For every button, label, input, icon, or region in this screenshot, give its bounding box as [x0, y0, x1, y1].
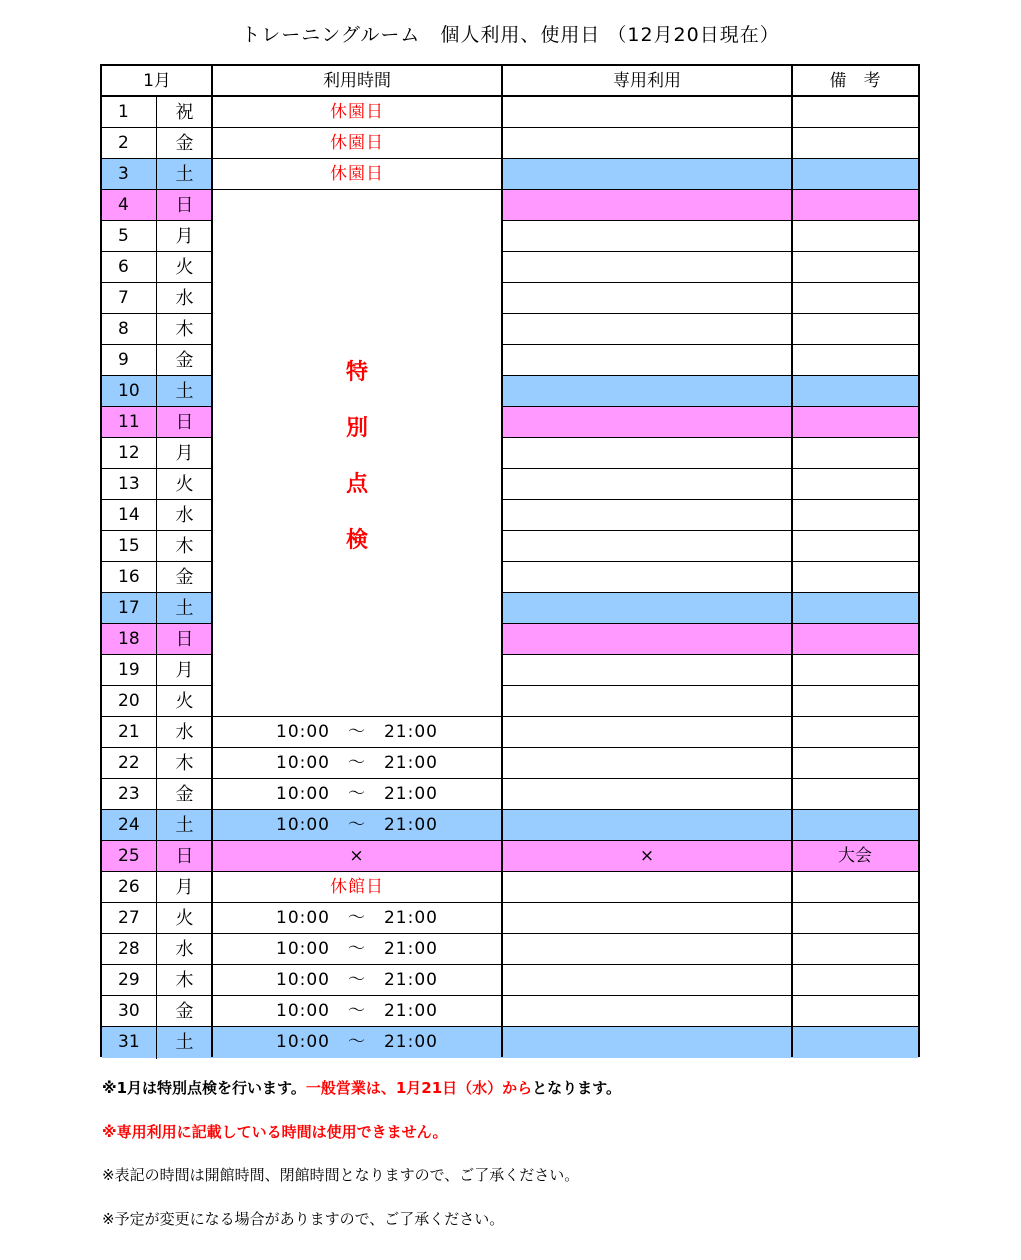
usage-time-cell: 10:00 ～ 21:00 — [276, 1001, 438, 1021]
remarks-cell — [792, 500, 918, 531]
remarks-cell — [792, 376, 918, 407]
table-row — [102, 748, 918, 779]
table-row — [102, 965, 918, 996]
day-cell: 24 — [118, 815, 140, 835]
table-row — [102, 810, 918, 841]
weekday-cell: 金 — [175, 1001, 194, 1022]
weekday-cell: 日 — [175, 412, 194, 433]
divider-time — [501, 66, 503, 1057]
special-inspection-char: 点 — [345, 472, 368, 497]
weekday-cell: 月 — [175, 660, 194, 681]
remarks-cell — [792, 686, 918, 717]
day-cell: 10 — [118, 381, 140, 401]
footnote-1 — [102, 1077, 621, 1098]
day-cell: 19 — [118, 660, 140, 680]
table-row — [102, 996, 918, 1027]
header-month: 1月 — [143, 71, 171, 91]
day-cell: 1 — [118, 102, 129, 122]
remarks-cell — [792, 407, 918, 438]
table-row — [102, 97, 918, 128]
weekday-cell: 月 — [175, 226, 194, 247]
remarks-cell — [792, 1027, 918, 1058]
day-cell: 2 — [118, 133, 129, 153]
exclusive-use-cell — [502, 438, 792, 469]
usage-time-cell: 10:00 ～ 21:00 — [276, 939, 438, 959]
remarks-cell — [792, 531, 918, 562]
day-cell: 16 — [118, 567, 140, 587]
weekday-cell: 水 — [175, 722, 194, 743]
exclusive-use-cell — [502, 128, 792, 159]
weekday-cell: 金 — [175, 567, 194, 588]
day-cell: 27 — [118, 908, 140, 928]
exclusive-use-cell — [502, 996, 792, 1027]
weekday-cell: 土 — [175, 164, 194, 185]
usage-time-cell: 休園日 — [212, 128, 502, 159]
weekday-cell: 月 — [175, 443, 194, 464]
footnote-1-lead: ※1月は特別点検を行います。 — [102, 1079, 306, 1097]
weekday-cell: 日 — [175, 629, 194, 650]
special-inspection-cell — [212, 190, 502, 716]
exclusive-use-cell — [502, 1027, 792, 1058]
weekday-cell: 木 — [175, 536, 194, 557]
usage-time-cell: 休館日 — [212, 872, 502, 903]
exclusive-use-cell — [502, 748, 792, 779]
table-row — [102, 872, 918, 903]
remarks-cell — [792, 252, 918, 283]
weekday-cell: 木 — [175, 753, 194, 774]
exclusive-use-cell — [502, 624, 792, 655]
weekday-cell: 火 — [175, 691, 194, 712]
usage-time-cell: 10:00 ～ 21:00 — [276, 784, 438, 804]
remarks-cell — [792, 779, 918, 810]
remarks-cell — [792, 562, 918, 593]
footnote-1-highlight: 一般営業は、1月21日（水）から — [305, 1079, 533, 1097]
remarks-cell — [792, 996, 918, 1027]
exclusive-use-cell — [502, 314, 792, 345]
usage-time-cell: 休園日 — [212, 97, 502, 128]
usage-time-cell: × — [349, 846, 365, 866]
weekday-cell: 土 — [175, 381, 194, 402]
weekday-cell: 金 — [175, 784, 194, 805]
exclusive-use-cell — [502, 686, 792, 717]
day-cell: 15 — [118, 536, 140, 556]
day-cell: 14 — [118, 505, 140, 525]
weekday-cell: 木 — [175, 319, 194, 340]
day-cell: 6 — [118, 257, 129, 277]
day-cell: 20 — [118, 691, 140, 711]
special-inspection-char: 検 — [345, 528, 368, 553]
header-remarks: 備 考 — [829, 71, 881, 91]
weekday-cell: 水 — [175, 939, 194, 960]
usage-time-cell: 10:00 ～ 21:00 — [276, 815, 438, 835]
day-cell: 4 — [118, 195, 129, 215]
remarks-cell — [792, 159, 918, 190]
exclusive-use-cell — [502, 872, 792, 903]
weekday-cell: 水 — [175, 288, 194, 309]
table-row — [102, 903, 918, 934]
exclusive-use-cell — [502, 283, 792, 314]
divider-exclusive — [791, 66, 793, 1057]
footnote-4: ※予定が変更になる場合がありますので、ご了承ください。 — [102, 1210, 505, 1228]
day-cell: 9 — [118, 350, 129, 370]
exclusive-use-cell — [502, 593, 792, 624]
usage-time-cell: 10:00 ～ 21:00 — [276, 722, 438, 742]
day-cell: 28 — [118, 939, 140, 959]
remarks-cell — [792, 810, 918, 841]
exclusive-use-cell — [502, 190, 792, 221]
weekday-cell: 水 — [175, 505, 194, 526]
remarks-cell — [792, 903, 918, 934]
table-row — [102, 934, 918, 965]
exclusive-use-cell — [502, 97, 792, 128]
weekday-cell: 日 — [175, 195, 194, 216]
remarks-cell — [792, 748, 918, 779]
special-inspection-char: 特 — [345, 360, 368, 385]
usage-time-cell: 休園日 — [212, 159, 502, 190]
usage-time-cell: 10:00 ～ 21:00 — [276, 970, 438, 990]
weekday-cell: 火 — [175, 474, 194, 495]
exclusive-use-cell — [502, 810, 792, 841]
footnote-1-tail: となります。 — [532, 1079, 621, 1097]
remarks-cell — [792, 469, 918, 500]
special-inspection-char: 別 — [345, 416, 368, 441]
special-inspection-label — [212, 345, 502, 569]
remarks-cell: 大会 — [838, 846, 872, 866]
remarks-cell — [792, 655, 918, 686]
remarks-cell — [792, 221, 918, 252]
day-cell: 8 — [118, 319, 129, 339]
exclusive-use-cell — [502, 562, 792, 593]
remarks-cell — [792, 438, 918, 469]
weekday-cell: 金 — [175, 350, 194, 371]
day-cell: 29 — [118, 970, 140, 990]
header-usage-time: 利用時間 — [323, 71, 391, 91]
remarks-cell — [792, 934, 918, 965]
day-cell: 26 — [118, 877, 140, 897]
remarks-cell — [792, 190, 918, 221]
table-row — [102, 1027, 918, 1058]
remarks-cell — [792, 128, 918, 159]
weekday-cell: 火 — [175, 257, 194, 278]
divider-weekday — [211, 66, 213, 1057]
page-title: トレーニングルーム 個人利用、使用日 （12月20日現在） — [241, 24, 780, 46]
exclusive-use-cell — [502, 965, 792, 996]
exclusive-use-cell — [502, 500, 792, 531]
exclusive-use-cell — [502, 252, 792, 283]
remarks-cell — [792, 314, 918, 345]
footnote-3: ※表記の時間は開館時間、閉館時間となりますので、ご了承ください。 — [102, 1166, 580, 1184]
weekday-cell: 土 — [175, 598, 194, 619]
table-row — [102, 717, 918, 748]
exclusive-use-cell — [502, 376, 792, 407]
table-row — [102, 159, 918, 190]
day-cell: 5 — [118, 226, 129, 246]
usage-time-cell: 10:00 ～ 21:00 — [276, 753, 438, 773]
exclusive-use-cell — [502, 779, 792, 810]
remarks-cell — [792, 97, 918, 128]
schedule-table — [100, 64, 920, 1057]
exclusive-use-cell — [502, 717, 792, 748]
weekday-cell: 金 — [175, 133, 194, 154]
exclusive-use-cell — [502, 934, 792, 965]
remarks-cell — [792, 283, 918, 314]
footnote-2: ※専用利用に記載している時間は使用できません。 — [102, 1123, 448, 1141]
weekday-cell: 土 — [175, 815, 194, 836]
day-cell: 31 — [118, 1032, 140, 1052]
exclusive-use-cell — [502, 655, 792, 686]
remarks-cell — [792, 717, 918, 748]
usage-time-cell: 10:00 ～ 21:00 — [276, 908, 438, 928]
exclusive-use-cell — [502, 221, 792, 252]
remarks-cell — [792, 345, 918, 376]
day-cell: 12 — [118, 443, 140, 463]
day-cell: 13 — [118, 474, 140, 494]
weekday-cell: 月 — [175, 877, 194, 898]
usage-time-cell: 10:00 ～ 21:00 — [276, 1032, 438, 1052]
exclusive-use-cell: × — [639, 846, 655, 866]
day-cell: 17 — [118, 598, 140, 618]
divider-day — [156, 97, 157, 1059]
exclusive-use-cell — [502, 531, 792, 562]
exclusive-use-cell — [502, 407, 792, 438]
day-cell: 11 — [118, 412, 140, 432]
remarks-cell — [792, 872, 918, 903]
table-row — [102, 128, 918, 159]
weekday-cell: 日 — [175, 846, 194, 867]
day-cell: 18 — [118, 629, 140, 649]
exclusive-use-cell — [502, 345, 792, 376]
exclusive-use-cell — [502, 159, 792, 190]
day-cell: 7 — [118, 288, 129, 308]
table-row — [102, 779, 918, 810]
day-cell: 30 — [118, 1001, 140, 1021]
weekday-cell: 火 — [175, 908, 194, 929]
day-cell: 25 — [118, 846, 140, 866]
day-cell: 22 — [118, 753, 140, 773]
day-cell: 3 — [118, 164, 129, 184]
exclusive-use-cell — [502, 469, 792, 500]
day-cell: 21 — [118, 722, 140, 742]
day-cell: 23 — [118, 784, 140, 804]
weekday-cell: 木 — [175, 970, 194, 991]
remarks-cell — [792, 593, 918, 624]
weekday-cell: 祝 — [175, 102, 194, 123]
exclusive-use-cell — [502, 903, 792, 934]
remarks-cell — [792, 624, 918, 655]
header-exclusive-use: 専用利用 — [613, 71, 681, 91]
weekday-cell: 土 — [175, 1032, 194, 1053]
remarks-cell — [792, 965, 918, 996]
table-row — [102, 841, 918, 872]
